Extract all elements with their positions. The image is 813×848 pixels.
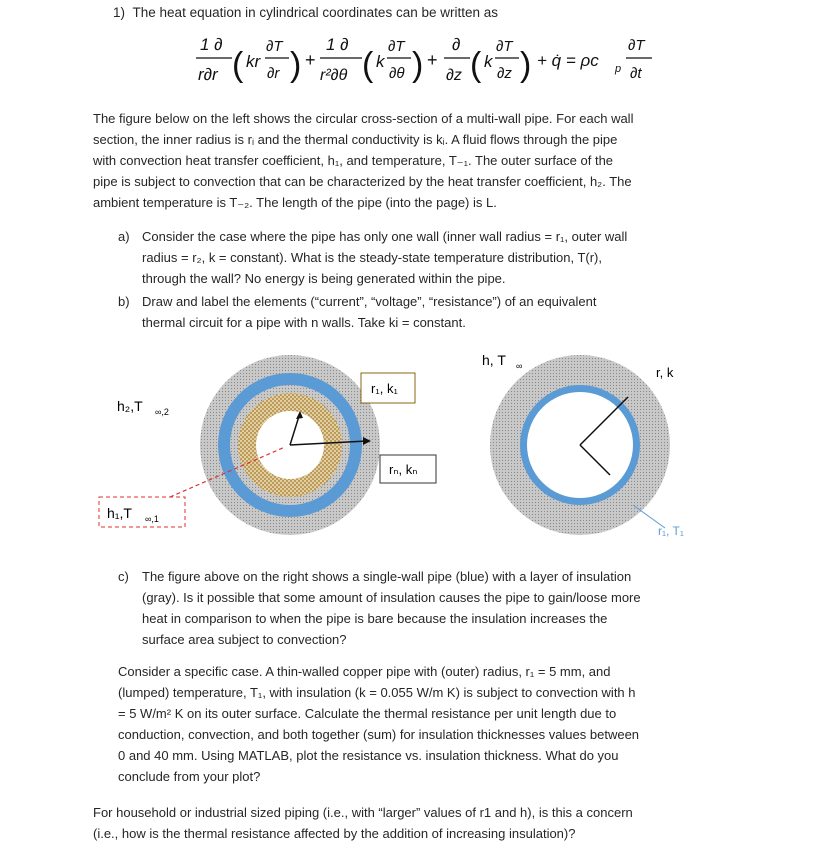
part-a <box>118 226 718 289</box>
label-r1k1: r₁, k₁ <box>371 381 398 396</box>
eq-t3-inner: k <box>484 52 493 71</box>
case-line: (lumped) temperature, T₁, with insulation (k = 0.055 W/m K) is subject to convection with h <box>118 685 636 700</box>
label-h2: h₂,T <box>117 398 143 414</box>
part-b <box>118 291 718 333</box>
para-line: The figure below on the left shows the circular cross-section of a multi-wall pipe. For each wall <box>93 111 634 126</box>
eq-plus-1: + <box>305 50 316 70</box>
multiwall-pipe-figure <box>95 345 455 545</box>
part-c-line: (gray). Is it possible that some amount of insulation causes the pipe to gain/loose more <box>142 590 641 605</box>
eq-t2-frac-num: ∂T <box>388 38 405 55</box>
svg-text:): ) <box>290 46 302 84</box>
eq-t1-den: r∂r <box>198 65 218 84</box>
label-h2-sub: ∞,2 <box>155 407 169 417</box>
specific-case <box>118 661 738 787</box>
part-c-label: c) <box>118 569 129 584</box>
intro-paragraph <box>93 108 733 213</box>
final-line: (i.e., how is the thermal resistance affected by the addition of increasing insulation)? <box>93 826 576 841</box>
eq-t1-frac-den: ∂r <box>267 65 280 82</box>
svg-text:(: ( <box>362 46 374 84</box>
eq-plus-2: + <box>427 50 438 70</box>
part-a-line: through the wall? No energy is being generated within the pipe. <box>142 271 506 286</box>
case-line: Consider a specific case. A thin-walled copper pipe with (outer) radius, r₁ = 5 mm, and <box>118 664 611 679</box>
part-a-line: Consider the case where the pipe has only one wall (inner wall radius = r₁, outer wall <box>142 229 628 244</box>
final-line: For household or industrial sized piping (i.e., with “larger” values of r1 and h), is this a concern <box>93 805 633 820</box>
eq-t1-inner: kr <box>246 52 261 71</box>
part-b-line: Draw and label the elements (“current”, “voltage”, “resistance”) of an equivalent <box>142 294 597 309</box>
label-rnkn: rₙ, kₙ <box>389 462 418 477</box>
para-line: section, the inner radius is rᵢ and the thermal conductivity is kᵢ. A fluid flows through the pipe <box>93 132 618 147</box>
question-intro-text: The heat equation in cylindrical coordinates can be written as <box>132 5 498 20</box>
case-line: = 5 W/m² K on its outer surface. Calculate the thermal resistance per unit length due to <box>118 706 617 721</box>
part-c-line: surface area subject to convection? <box>142 632 347 647</box>
question-number: 1) <box>113 5 126 20</box>
eq-t2-num: 1 ∂ <box>326 35 349 54</box>
label-h1-sub: ∞,1 <box>145 514 159 524</box>
eq-t3-frac-num: ∂T <box>496 38 513 55</box>
eq-qdot: + q̇ = ρc <box>537 51 599 70</box>
eq-rhs-num: ∂T <box>628 37 645 54</box>
label-h-sub: ∞ <box>516 361 523 371</box>
svg-text:): ) <box>412 46 424 84</box>
part-b-label: b) <box>118 294 130 309</box>
insulated-pipe-figure <box>480 345 725 545</box>
part-b-line: thermal circuit for a pipe with n walls. Take ki = constant. <box>142 315 466 330</box>
svg-text:(: ( <box>470 46 482 84</box>
part-c-line: The figure above on the right shows a single-wall pipe (blue) with a layer of insulation <box>142 569 632 584</box>
label-h1: h₁,T <box>107 505 132 521</box>
case-line: 0 and 40 mm. Using MATLAB, plot the resistance vs. insulation thickness. What do you <box>118 748 619 763</box>
para-line: pipe is subject to convection that can be characterized by the heat transfer coefficient, h₂. The <box>93 174 632 189</box>
final-question <box>93 802 743 844</box>
eq-p-sub: p <box>615 63 622 75</box>
label-rk: r, k <box>656 365 674 380</box>
part-a-line: radius = r₂, k = constant). What is the steady-state temperature distribution, T(r), <box>142 250 602 265</box>
eq-rhs-den: ∂t <box>630 65 642 82</box>
para-line: with convection heat transfer coefficient, h₁, and temperature, T₋₁. The outer surface of the <box>93 153 614 168</box>
eq-t1-num: 1 ∂ <box>200 35 223 54</box>
svg-text:): ) <box>520 46 532 84</box>
case-line: conclude from your plot? <box>118 769 261 784</box>
label-r1T1: r₁, T₁ <box>658 524 684 538</box>
eq-t3-frac-den: ∂z <box>497 65 512 82</box>
para-line: ambient temperature is T₋₂. The length of the pipe (into the page) is L. <box>93 195 497 210</box>
case-line: conduction, convection, and both together (sum) for insulation thicknesses values between <box>118 727 640 742</box>
eq-t2-inner: k <box>376 52 385 71</box>
eq-t3-num: ∂ <box>452 35 461 54</box>
label-h-tinf: h, T <box>482 352 506 368</box>
part-c <box>118 566 718 650</box>
svg-text:(: ( <box>232 46 244 84</box>
part-c-line: heat in comparison to when the pipe is bare because the insulation increases the <box>142 611 608 626</box>
eq-t1-frac-num: ∂T <box>266 38 283 55</box>
eq-t2-frac-den: ∂θ <box>389 65 405 82</box>
eq-t2-den: r²∂θ <box>320 67 348 84</box>
question-intro <box>113 2 498 23</box>
heat-equation <box>190 28 670 98</box>
eq-t3-den: ∂z <box>446 67 462 84</box>
part-a-label: a) <box>118 229 130 244</box>
